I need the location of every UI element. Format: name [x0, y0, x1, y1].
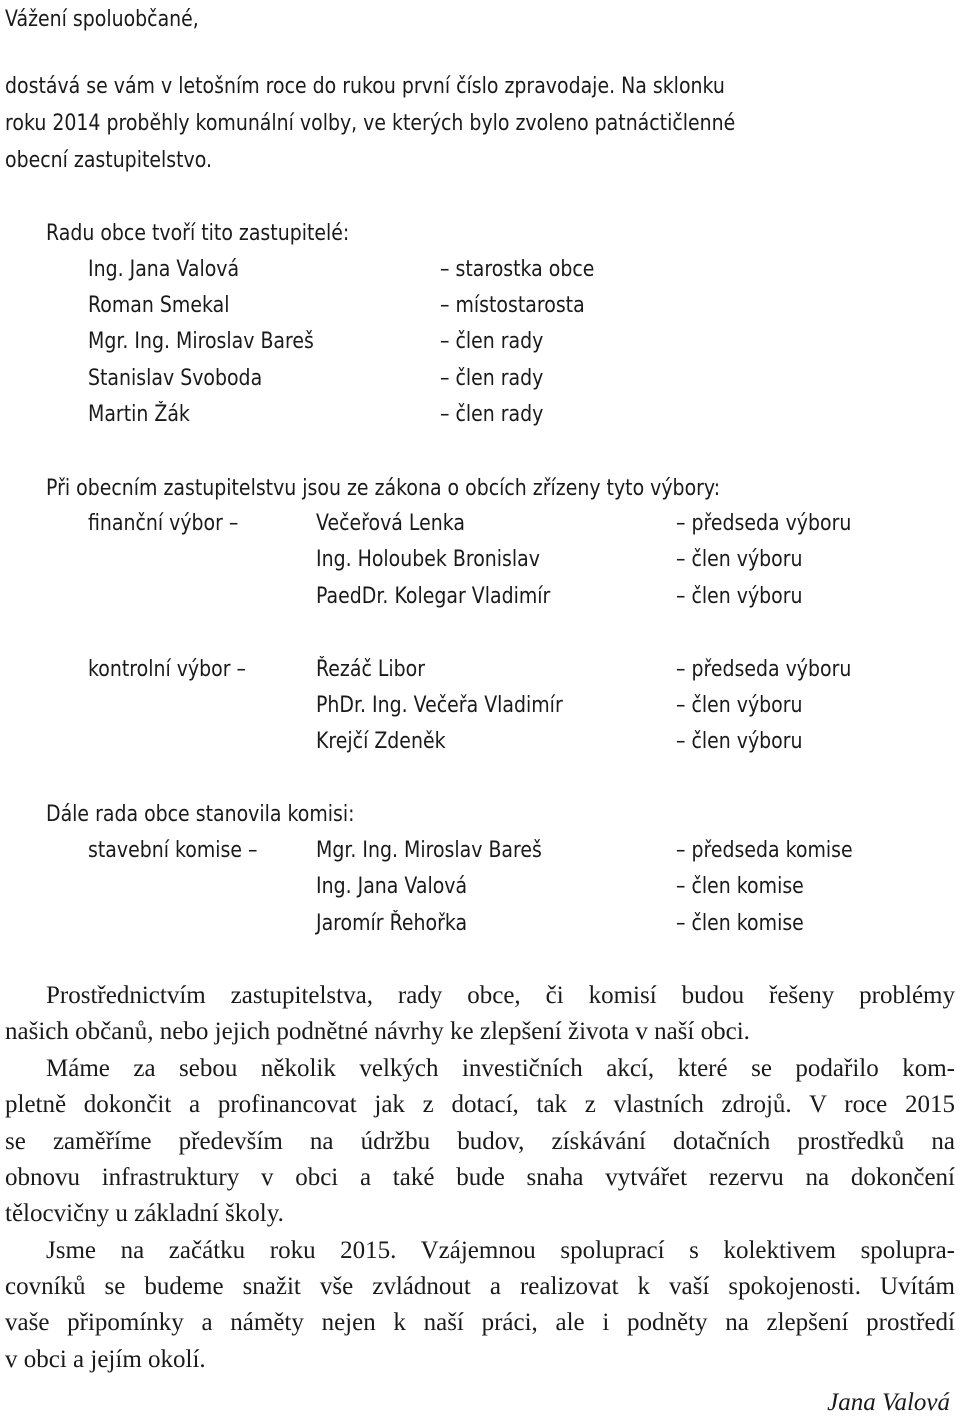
- greeting: Vážení spoluobčané,: [5, 7, 199, 32]
- paragraph-line: pletně dokončit a profinancovat jak z dotací, tak z vlastních zdrojů. V roce 2015: [5, 1091, 955, 1118]
- committee-member-role: – člen výboru: [676, 693, 803, 718]
- signature: Jana Valová: [827, 1389, 950, 1416]
- council-member-name: Mgr. Ing. Miroslav Bareš: [88, 329, 314, 354]
- paragraph-line: Máme za sebou několik velkých investičních akcí, které se podařilo kom-: [46, 1055, 955, 1082]
- commission-member-role: – člen komise: [676, 874, 804, 899]
- paragraph-line: našich občanů, nebo jejich podnětné návrhy ke zlepšení života v naší obci.: [5, 1018, 750, 1045]
- commission-heading: Dále rada obce stanovila komisi:: [46, 802, 355, 827]
- paragraph-line: covníků se budeme snažit vše zvládnout a realizovat k vaší spokojenosti. Uvítám: [5, 1273, 955, 1300]
- commission-member-role: – člen komise: [676, 911, 804, 936]
- paragraph-line: Jsme na začátku roku 2015. Vzájemnou spoluprací s kolektivem spolupra-: [46, 1237, 955, 1264]
- committee-member-role: – člen výboru: [676, 584, 803, 609]
- council-member-role: – místostarosta: [440, 293, 585, 318]
- commission-label: stavební komise –: [88, 838, 258, 863]
- council-member-name: Ing. Jana Valová: [88, 257, 240, 282]
- paragraph-line: v obci a jejím okolí.: [5, 1346, 206, 1373]
- council-heading: Radu obce tvoří tito zastupitelé:: [46, 221, 350, 246]
- council-member-name: Martin Žák: [88, 402, 190, 427]
- intro-line: roku 2014 proběhly komunální volby, ve kterých bylo zvoleno patnáctičlenné: [5, 111, 736, 136]
- committee-member-role: – předseda výboru: [676, 657, 852, 682]
- committee-member-role: – předseda výboru: [676, 511, 852, 536]
- commission-member-name: Mgr. Ing. Miroslav Bareš: [316, 838, 542, 863]
- committee-member-name: Krejčí Zdeněk: [316, 729, 446, 754]
- council-member-name: Roman Smekal: [88, 293, 230, 318]
- paragraph-line: se zaměříme především na údržbu budov, získávání dotačních prostředků na: [5, 1128, 955, 1155]
- committee-member-name: PaedDr. Kolegar Vladimír: [316, 584, 551, 609]
- council-member-name: Stanislav Svoboda: [88, 366, 263, 391]
- commission-member-name: Ing. Jana Valová: [316, 874, 468, 899]
- committees-heading: Při obecním zastupitelstvu jsou ze zákona o obcích zřízeny tyto výbory:: [46, 476, 721, 501]
- committee-member-name: Řezáč Libor: [316, 657, 426, 682]
- committee-label-financni: finanční výbor –: [88, 511, 239, 536]
- committee-member-role: – člen výboru: [676, 547, 803, 572]
- paragraph-line: tělocvičny u základní školy.: [5, 1200, 284, 1227]
- committee-member-name: Ing. Holoubek Bronislav: [316, 547, 540, 572]
- intro-line: obecní zastupitelstvo.: [5, 148, 213, 173]
- council-member-role: – starostka obce: [440, 257, 595, 282]
- council-member-role: – člen rady: [440, 329, 544, 354]
- paragraph-line: obnovu infrastruktury v obci a také bude snaha vytvářet rezervu na dokončení: [5, 1164, 955, 1191]
- committee-member-name: Večeřová Lenka: [316, 511, 465, 536]
- committee-member-role: – člen výboru: [676, 729, 803, 754]
- paragraph-line: Prostřednictvím zastupitelstva, rady obce, či komisí budou řešeny problémy: [46, 982, 955, 1009]
- committee-member-name: PhDr. Ing. Večeřa Vladimír: [316, 693, 563, 718]
- committee-label-kontrolni: kontrolní výbor –: [88, 657, 246, 682]
- paragraph-line: vaše připomínky a náměty nejen k naší práci, ale i podněty na zlepšení prostředí: [5, 1309, 955, 1336]
- council-member-role: – člen rady: [440, 402, 544, 427]
- commission-member-name: Jaromír Řehořka: [316, 911, 468, 936]
- commission-member-role: – předseda komise: [676, 838, 853, 863]
- council-member-role: – člen rady: [440, 366, 544, 391]
- intro-line: dostává se vám v letošním roce do rukou první číslo zpravodaje. Na sklonku: [5, 74, 725, 99]
